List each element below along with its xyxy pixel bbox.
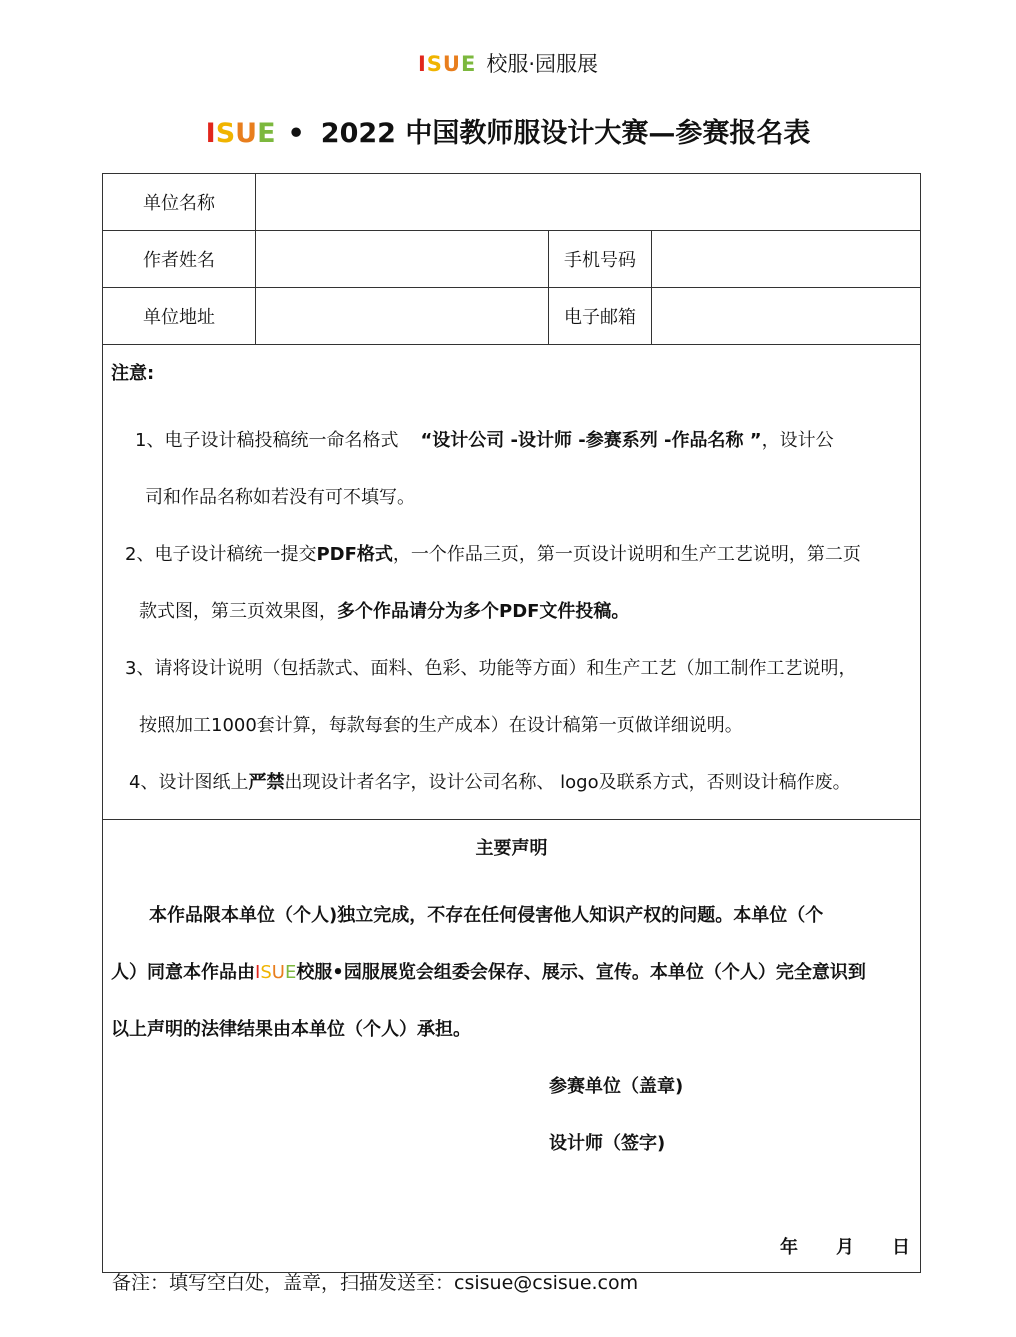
declaration-heading: 主要声明 [475, 838, 548, 859]
month-label: 月 [836, 1237, 855, 1258]
logo-tagline: 校服·园服展 [486, 52, 599, 76]
stamp-line[interactable]: 参赛单位（盖章) [549, 1076, 684, 1097]
row-author [103, 231, 921, 288]
row-notes [103, 345, 921, 820]
day-label: 日 [892, 1237, 911, 1258]
row-declaration [103, 820, 921, 1273]
row-unit-name [103, 174, 921, 231]
signature-line[interactable]: 设计师（签字) [549, 1133, 666, 1154]
declaration-line-3: 以上声明的法律结果由本单位（个人）承担。 [111, 1019, 471, 1040]
declaration-line-1: 本作品限本单位（个人)独立完成，不存在任何侵害他人知识产权的问题。本单位（个 [149, 905, 824, 926]
note-1-cont: 司和作品名称如若没有可不填写。 [145, 487, 415, 508]
isue-inline-logo: ISUE [255, 962, 297, 983]
note-4: 4、设计图纸上严禁出现设计者名字，设计公司名称、 logo及联系方式，否则设计稿作废。 [129, 772, 851, 793]
email-label: 电子邮箱 [549, 288, 652, 345]
unit-name-label: 单位名称 [103, 174, 256, 231]
row-address [103, 288, 921, 345]
note-1: 1、电子设计稿投稿统一命名格式 “设计公司 -设计师 -参赛系列 -作品名称 ”，设计公 [135, 430, 834, 451]
phone-label: 手机号码 [549, 231, 652, 288]
phone-field[interactable] [652, 231, 921, 288]
footer-note: 备注：填写空白处，盖章，扫描发送至：csisue@csisue.com [112, 1272, 639, 1294]
page-title [0, 112, 1016, 156]
declaration-line-2: 人）同意本作品由ISUE校服•园服展览会组委会保存、展示、宣传。本单位（个人）完全意识到 [111, 962, 866, 983]
isue-logo: ISUE [417, 52, 477, 76]
year-label: 年 [780, 1237, 799, 1258]
note-3-cont: 按照加工1000套计算，每款每套的生产成本）在设计稿第一页做详细说明。 [139, 715, 743, 736]
unit-address-field[interactable] [256, 288, 549, 345]
date-line [742, 1230, 910, 1266]
author-name-label: 作者姓名 [103, 231, 256, 288]
notes-heading: 注意: [111, 363, 155, 384]
title-dot: • [287, 118, 305, 149]
author-name-field[interactable] [256, 231, 549, 288]
unit-address-label: 单位地址 [103, 288, 256, 345]
unit-name-field[interactable] [256, 174, 921, 231]
title-text: 2022 中国教师服设计大赛—参赛报名表 [320, 118, 811, 149]
registration-form [102, 173, 921, 1273]
note-2: 2、电子设计稿统一提交PDF格式，一个作品三页，第一页设计说明和生产工艺说明，第二页 [125, 544, 861, 565]
notes-section [103, 345, 921, 820]
isue-title-logo: ISUE [205, 118, 276, 149]
note-2-cont: 款式图，第三页效果图，多个作品请分为多个PDF文件投稿。 [139, 601, 630, 622]
email-field[interactable] [652, 288, 921, 345]
header-logo [0, 46, 1016, 82]
declaration-section [103, 820, 921, 1273]
note-3: 3、请将设计说明（包括款式、面料、色彩、功能等方面）和生产工艺（加工制作工艺说明， [125, 658, 857, 679]
